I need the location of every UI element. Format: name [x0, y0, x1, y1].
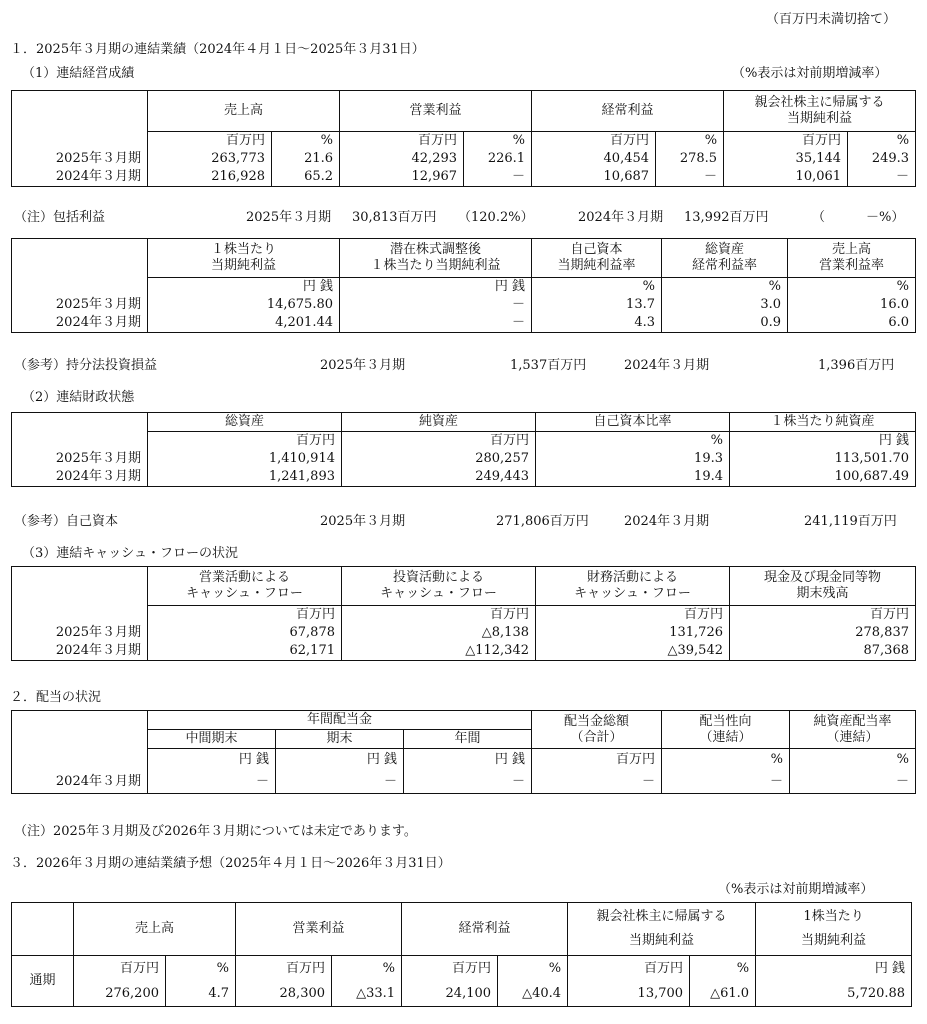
header-sales: 売上高 [74, 903, 236, 956]
period-label: 2024年３月期 [624, 358, 710, 373]
cell: △112,342 [342, 642, 536, 661]
unit-cell: 円 銭 [340, 277, 532, 296]
table-row [12, 468, 916, 487]
unit-cell: 百万円 [74, 956, 166, 982]
header-total-dividend [532, 711, 662, 749]
corner-cell [12, 91, 148, 132]
unit-cell: 百万円 [148, 432, 342, 451]
unit-cell: % [662, 749, 790, 771]
header-eps [148, 239, 340, 278]
header-financing-cf-l2: キャッシュ・フロー [574, 585, 691, 601]
cell: 67,878 [148, 624, 342, 642]
unit-cell: % [272, 132, 340, 151]
cell: 216,928 [148, 168, 272, 187]
cell: 249.3 [848, 150, 916, 168]
header-doe-l2: （連結） [826, 729, 879, 745]
corner-cell [12, 711, 148, 749]
cell: 280,257 [342, 450, 536, 468]
cell: 28,300 [236, 981, 332, 1007]
value: 13,992百万円 [684, 210, 769, 225]
row-label: 2025年３月期 [12, 450, 148, 468]
cell: － [340, 314, 532, 333]
operating-results-table [11, 90, 916, 187]
cell: － [532, 771, 662, 794]
cell: 13.7 [532, 296, 662, 314]
unit-cell: % [848, 132, 916, 151]
cell: 19.3 [536, 450, 730, 468]
unit-cell: 百万円 [568, 956, 690, 982]
forecast-table [11, 902, 912, 1007]
header-year-end: 期末 [276, 730, 404, 749]
unit-cell: 百万円 [402, 956, 498, 982]
header-roe-l1: 自己資本 [570, 241, 623, 257]
value: 1,537百万円 [510, 358, 587, 373]
row-label: 2024年３月期 [12, 168, 148, 187]
equity-method-label: （参考）持分法投資損益 [14, 358, 158, 373]
unit-cell: % [536, 432, 730, 451]
cell: 21.6 [272, 150, 340, 168]
header-sales: 売上高 [148, 91, 340, 132]
unit-cell: % [532, 277, 662, 296]
period-label: 2025年３月期 [320, 514, 406, 529]
cell: 6.0 [788, 314, 916, 333]
cell: － [340, 296, 532, 314]
header-diluted-eps-l1: 潜在株式調整後 [389, 241, 481, 257]
header-doe [790, 711, 916, 749]
header-annual: 年間 [404, 730, 532, 749]
unit-cell: 円 銭 [148, 277, 340, 296]
cell: 100,687.49 [730, 468, 916, 487]
unit-cell: % [464, 132, 532, 151]
cell: 12,967 [340, 168, 464, 187]
value: 1,396百万円 [818, 358, 895, 373]
unit-cell: % [790, 749, 916, 771]
unit-cell: % [662, 277, 788, 296]
cell: 3.0 [662, 296, 788, 314]
unit-cell: % [166, 956, 236, 982]
header-operating-cf [148, 567, 342, 606]
corner-cell [12, 413, 148, 432]
header-total-assets: 総資産 [148, 413, 342, 432]
cell: 13,700 [568, 981, 690, 1007]
header-payout-ratio-l1: 配当性向 [699, 713, 752, 729]
header-financing-cf [536, 567, 730, 606]
header-roe [532, 239, 662, 278]
equity-label: （参考）自己資本 [14, 514, 119, 529]
header-margin [788, 239, 916, 278]
cell: － [276, 771, 404, 794]
cell: － [790, 771, 916, 794]
dividend-note: （注）2025年３月期及び2026年３月期については未定であります。 [14, 824, 417, 839]
header-operating-income: 営業利益 [236, 903, 402, 956]
header-margin-l1: 売上高 [831, 241, 871, 257]
header-eps [756, 903, 912, 956]
header-operating-income: 営業利益 [340, 91, 532, 132]
header-investing-cf-l1: 投資活動による [392, 569, 484, 585]
header-eps-l2: 当期純利益 [210, 257, 276, 273]
cell: 263,773 [148, 150, 272, 168]
cell: － [404, 771, 532, 794]
section2-title: ２．配当の状況 [10, 690, 102, 705]
section1-title: １．2025年３月期の連結業績（2024年４月１日～2025年３月31日） [10, 42, 425, 57]
cell: 87,368 [730, 642, 916, 661]
header-investing-cf-l2: キャッシュ・フロー [380, 585, 497, 601]
unit-cell: 百万円 [730, 605, 916, 624]
section1-sub2: （2）連結財政状態 [22, 390, 135, 405]
cell: － [662, 771, 790, 794]
row-label: 2025年３月期 [12, 624, 148, 642]
header-investing-cf [342, 567, 536, 606]
section1-sub3: （3）連結キャッシュ・フローの状況 [22, 546, 239, 561]
header-cash-end-l1: 現金及び現金同等物 [763, 569, 881, 585]
header-net-income-l1: 親会社株主に帰属する [754, 95, 885, 110]
cell: 19.4 [536, 468, 730, 487]
header-eps-l2: 当期純利益 [801, 933, 867, 948]
unit-cell: 円 銭 [756, 956, 912, 982]
value: 271,806百万円 [496, 514, 589, 529]
cell: － [656, 168, 724, 187]
unit-cell: 百万円 [148, 132, 272, 151]
header-doe-l1: 純資産配当率 [813, 713, 892, 729]
table-row [12, 981, 912, 1007]
cell: 24,100 [402, 981, 498, 1007]
cell: － [148, 771, 276, 794]
unit-cell: % [656, 132, 724, 151]
header-equity-ratio: 自己資本比率 [536, 413, 730, 432]
unit-cell: 円 銭 [404, 749, 532, 771]
unit-note: （百万円未満切捨て） [766, 12, 897, 27]
header-total-dividend-l1: 配当金総額 [564, 713, 630, 729]
unit-cell: % [788, 277, 916, 296]
cell: 278.5 [656, 150, 724, 168]
section3-pct-note: （%表示は対前期増減率） [718, 882, 874, 897]
header-roe-l2: 当期純利益率 [557, 257, 636, 273]
header-ordinary-income: 経常利益 [402, 903, 568, 956]
header-financing-cf-l1: 財務活動による [586, 569, 678, 585]
header-annual-dividend: 年間配当金 [148, 711, 532, 730]
period-label: 2024年３月期 [624, 514, 710, 529]
header-margin-l2: 営業利益率 [818, 257, 884, 273]
unit-cell: 百万円 [342, 432, 536, 451]
cell: － [848, 168, 916, 187]
cell: 4.7 [166, 981, 236, 1007]
cell: 249,443 [342, 468, 536, 487]
cell: 65.2 [272, 168, 340, 187]
comprehensive-income-label: （注）包括利益 [14, 210, 106, 225]
unit-cell: 百万円 [342, 605, 536, 624]
cell: 276,200 [74, 981, 166, 1007]
header-operating-cf-l1: 営業活動による [198, 569, 290, 585]
unit-cell: 百万円 [148, 605, 342, 624]
corner-cell [12, 567, 148, 606]
period-label: 2024年３月期 [578, 210, 664, 225]
table-row [12, 150, 916, 168]
period-label: 2025年３月期 [246, 210, 332, 225]
header-net-income-l1: 親会社株主に帰属する [596, 909, 727, 924]
header-payout-ratio [662, 711, 790, 749]
cell: △40.4 [498, 981, 568, 1007]
header-interim: 中間期末 [148, 730, 276, 749]
section1-pct-note: （%表示は対前期増減率） [732, 66, 888, 81]
cell: △8,138 [342, 624, 536, 642]
cell: 42,293 [340, 150, 464, 168]
row-label: 2025年３月期 [12, 150, 148, 168]
header-cash-end-l2: 期末残高 [796, 585, 849, 601]
cell: 35,144 [724, 150, 848, 168]
cell: 131,726 [536, 624, 730, 642]
corner-cell [12, 239, 148, 278]
cell: 278,837 [730, 624, 916, 642]
unit-cell: 百万円 [536, 605, 730, 624]
table-row [12, 168, 916, 187]
header-total-dividend-l2: （合計） [570, 729, 623, 745]
unit-cell: 百万円 [724, 132, 848, 151]
row-label: 2024年３月期 [12, 771, 148, 794]
cell: 16.0 [788, 296, 916, 314]
table-row [12, 642, 916, 661]
unit-cell: 円 銭 [276, 749, 404, 771]
unit-cell: % [332, 956, 402, 982]
section1-sub1: （1）連結経営成績 [22, 66, 135, 81]
header-net-income [568, 903, 756, 956]
cash-flow-table [11, 566, 916, 661]
value: 241,119百万円 [804, 514, 897, 529]
unit-cell: 百万円 [532, 749, 662, 771]
cell: 0.9 [662, 314, 788, 333]
paren: （ [812, 210, 826, 225]
financial-position-table [11, 412, 916, 487]
header-diluted-eps-l2: １株当たり当期純利益 [370, 257, 501, 273]
unit-cell: % [690, 956, 756, 982]
header-roa [662, 239, 788, 278]
row-label: 2024年３月期 [12, 468, 148, 487]
section3-title: ３．2026年３月期の連結業績予想（2025年４月１日～2026年３月31日） [10, 856, 451, 871]
header-eps-l1: １株当たり [210, 241, 276, 257]
header-net-income-l2: 当期純利益 [629, 933, 695, 948]
header-bps: １株当たり純資産 [730, 413, 916, 432]
table-row [12, 314, 916, 333]
cell: 4,201.44 [148, 314, 340, 333]
cell: 4.3 [532, 314, 662, 333]
cell: 10,061 [724, 168, 848, 187]
header-payout-ratio-l2: （連結） [699, 729, 752, 745]
value: 30,813百万円 [352, 210, 437, 225]
corner-cell [12, 903, 74, 956]
cell: 113,501.70 [730, 450, 916, 468]
cell: 10,687 [532, 168, 656, 187]
table-row [12, 771, 916, 794]
header-eps-l1: 1株当たり [803, 909, 864, 924]
table-row [12, 296, 916, 314]
header-ordinary-income: 経常利益 [532, 91, 724, 132]
row-label: 2024年３月期 [12, 314, 148, 333]
cell: － [464, 168, 532, 187]
dividend-table [11, 710, 916, 794]
table-row [12, 450, 916, 468]
cell: △33.1 [332, 981, 402, 1007]
cell: 1,241,893 [148, 468, 342, 487]
header-roa-l1: 総資産 [704, 241, 744, 257]
header-net-assets: 純資産 [342, 413, 536, 432]
unit-cell: % [498, 956, 568, 982]
unit-cell: 円 銭 [730, 432, 916, 451]
unit-cell: 百万円 [532, 132, 656, 151]
cell: △61.0 [690, 981, 756, 1007]
row-label: 2024年３月期 [12, 642, 148, 661]
unit-cell: 百万円 [236, 956, 332, 982]
header-roa-l2: 経常利益率 [691, 257, 757, 273]
row-label: 通期 [12, 956, 74, 1007]
header-net-income-l2: 当期純利益 [787, 111, 853, 126]
header-cash-end [730, 567, 916, 606]
cell: 14,675.80 [148, 296, 340, 314]
unit-cell: 百万円 [340, 132, 464, 151]
per-share-table [11, 238, 916, 333]
cell: 5,720.88 [756, 981, 912, 1007]
cell: 1,410,914 [148, 450, 342, 468]
period-label: 2025年３月期 [320, 358, 406, 373]
header-net-income [724, 91, 916, 132]
row-label: 2025年３月期 [12, 296, 148, 314]
pct-value: （120.2%） [458, 210, 534, 225]
cell: 40,454 [532, 150, 656, 168]
pct-value: －%） [866, 210, 905, 225]
header-diluted-eps [340, 239, 532, 278]
cell: 62,171 [148, 642, 342, 661]
header-operating-cf-l2: キャッシュ・フロー [186, 585, 303, 601]
table-row [12, 624, 916, 642]
cell: △39,542 [536, 642, 730, 661]
unit-cell: 円 銭 [148, 749, 276, 771]
cell: 226.1 [464, 150, 532, 168]
